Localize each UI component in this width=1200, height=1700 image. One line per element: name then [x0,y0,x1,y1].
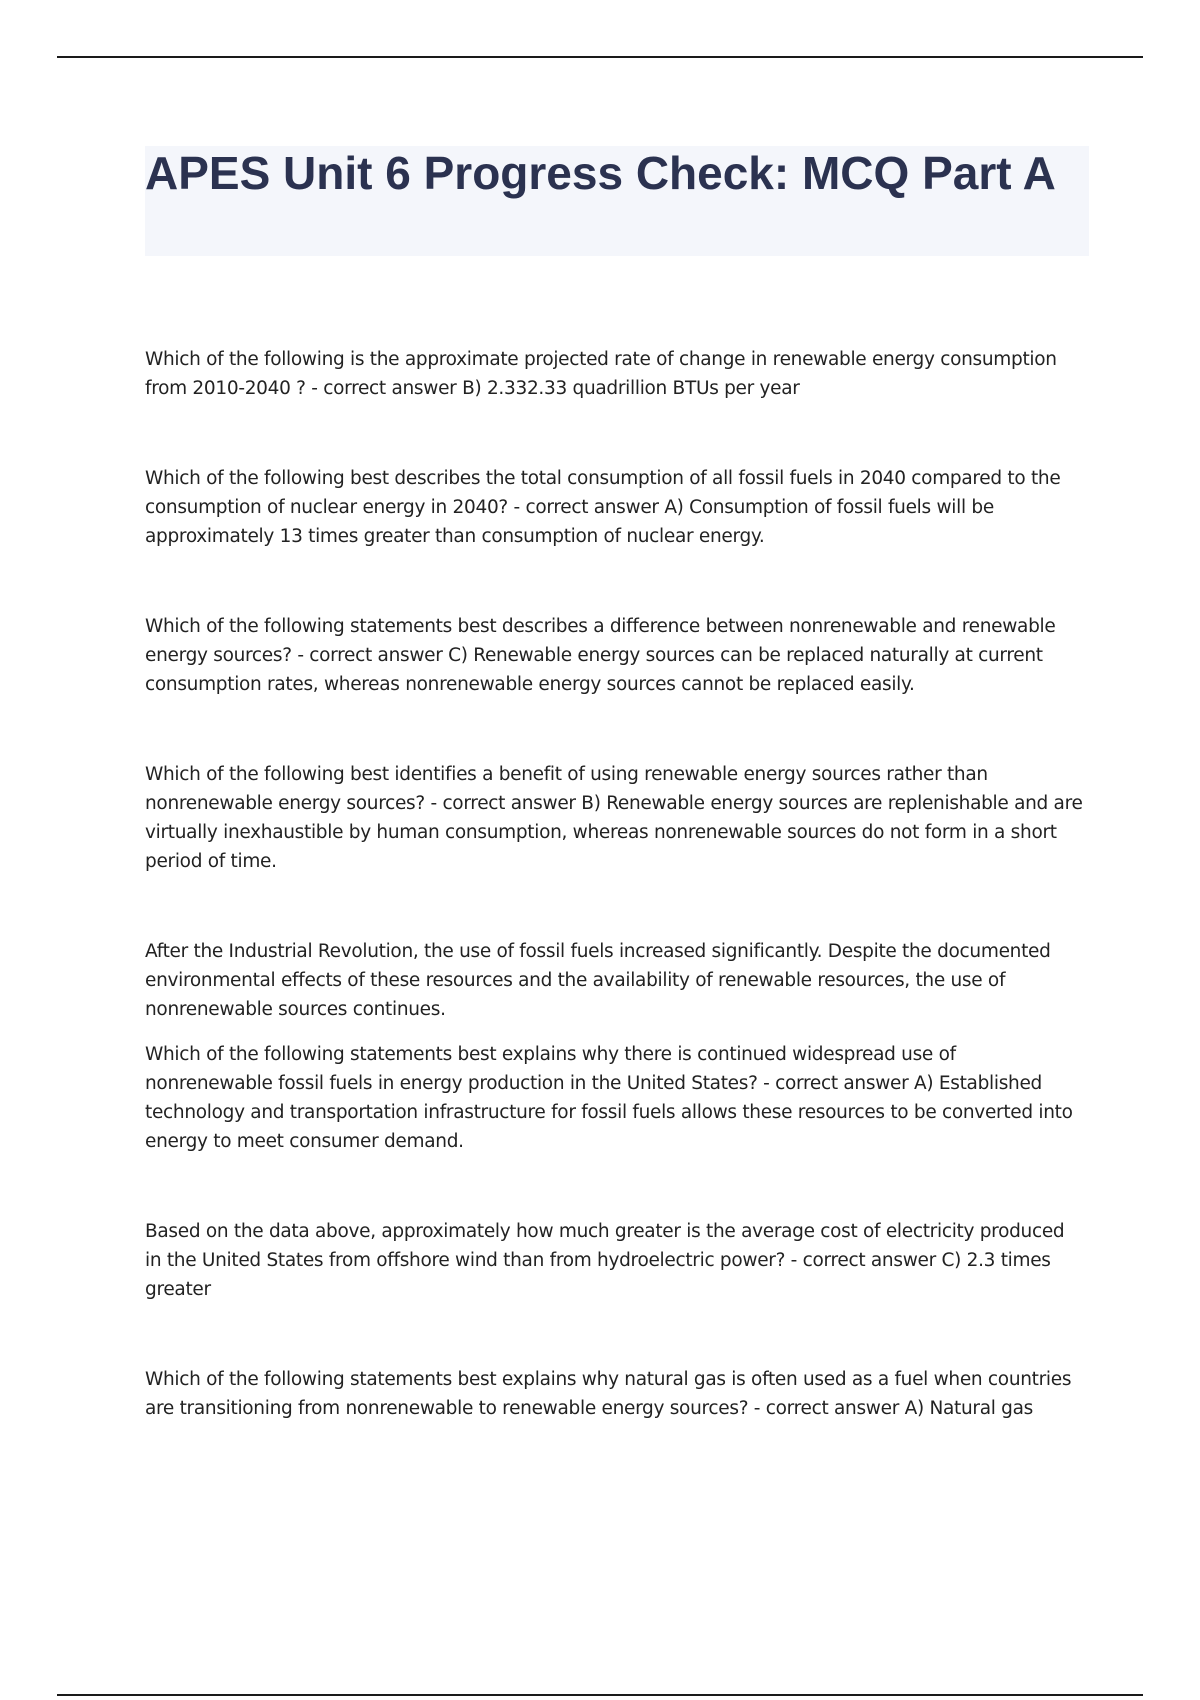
bottom-rule [57,1694,1143,1696]
question-4: Which of the following best identifies a benefit of using renewable energy sources rather than nonrenewable energy sources? - correct answer B) Renewable energy sources are replenishable and are virtually inexhaustible by human consumption, whereas nonrenewable sources do not form in a short period of time. [145,764,1083,872]
question-6: Based on the data above, approximately how much greater is the average cost of electricity produced in the United States from offshore wind than from hydroelectric power? - correct answer C) 2.3 times greater [145,1221,1065,1300]
page-title: APES Unit 6 Progress Check: MCQ Part A [145,147,1056,199]
question-5: Which of the following statements best explains why there is continued widespread use of nonrenewable fossil fuels in energy production in the United States? - correct answer A) Established technology and transportation infrastructure for fossil fuels allows these resources to be converted into energy to meet consumer demand. [145,1044,1073,1152]
question-3: Which of the following statements best describes a difference between nonrenewable and renewable energy sources? - correct answer C) Renewable energy sources can be replaced naturally at current consumption rates, whereas nonrenewable energy sources cannot be replaced easily. [145,616,1056,695]
question-7: Which of the following statements best explains why natural gas is often used as a fuel when countries are transitioning from nonrenewable to renewable energy sources? - correct answer A) Natural gas [145,1369,1072,1419]
top-rule [57,56,1143,58]
question-1: Which of the following is the approximate projected rate of change in renewable energy consumption from 2010-2040 ? - correct answer B) 2.332.33 quadrillion BTUs per year [145,349,1057,399]
question-2: Which of the following best describes the total consumption of all fossil fuels in 2040 compared to the consumption of nuclear energy in 2040? - correct answer A) Consumption of fossil fuels will be approximately 13 times greater than consumption of nuclear energy. [145,468,1061,547]
document-body [145,345,1085,1423]
context-paragraph: After the Industrial Revolution, the use of fossil fuels increased significantly. Despite the documented environmental effects of these resources and the availability of renewable resources, the use of nonrenewable sources continues. [145,941,1051,1020]
title-block [145,146,1089,256]
